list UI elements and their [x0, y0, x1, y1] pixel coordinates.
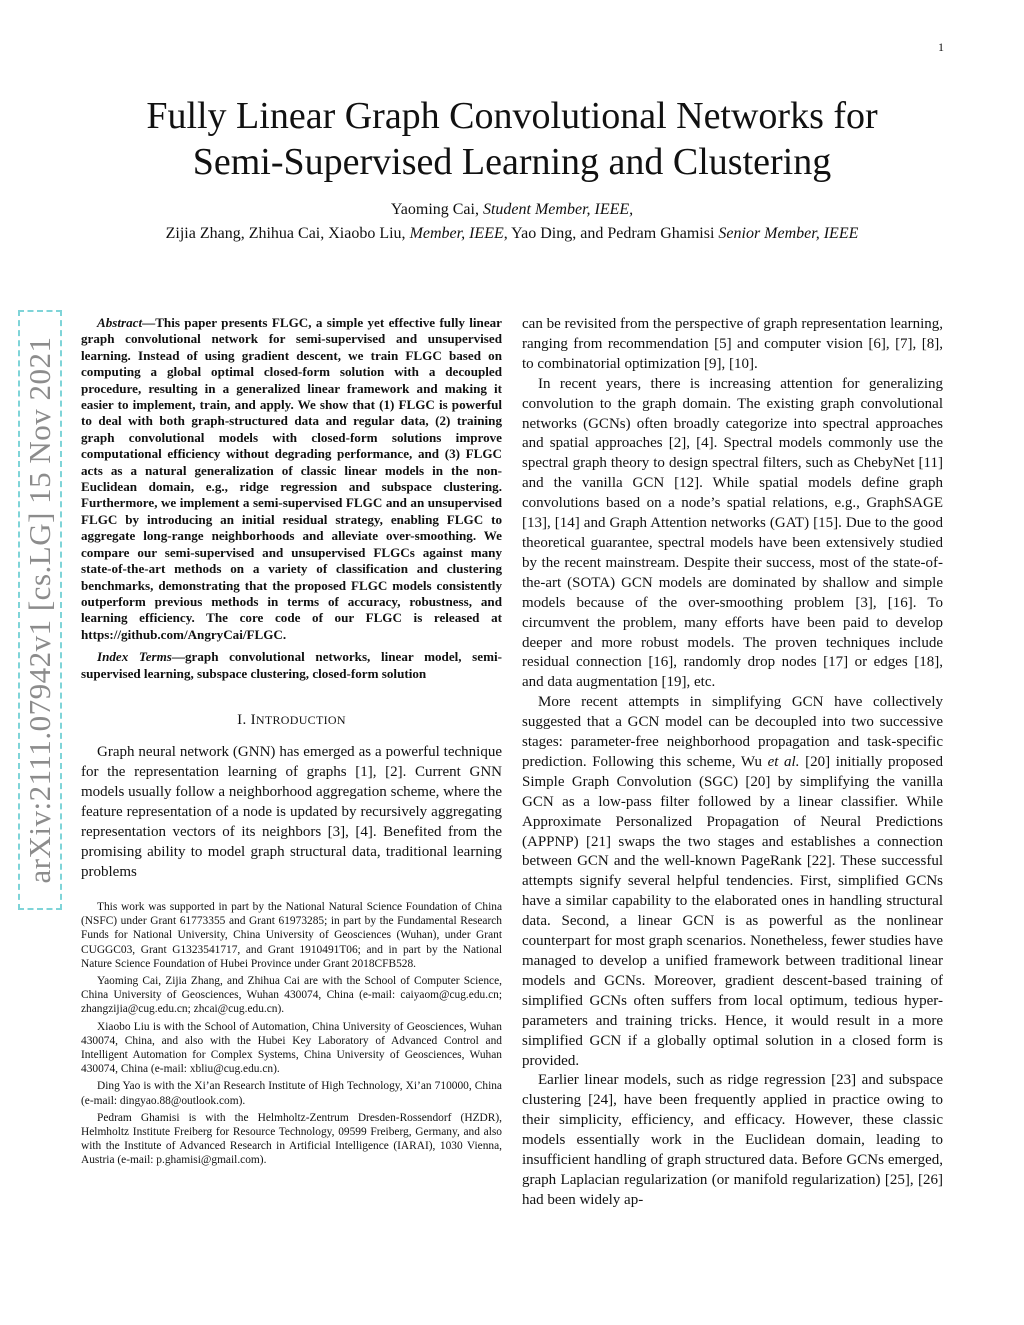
arxiv-stamp — [18, 310, 62, 910]
index-terms — [81, 649, 502, 682]
right-paragraph-3 — [522, 693, 943, 1071]
abstract-head: Abstract — [97, 315, 143, 330]
section-numeral: I. — [237, 711, 251, 728]
right-paragraph-2: In recent years, there is increasing attention for generalizing convolution to the graph domain. The existing graph convolutional networks (GCNs) often broadly categorize into spectral approaches and spatial approaches [2], [4]. Spectral models commonly use the spectral graph theory to design spectral filters, such as ChebyNet [11] and the vanilla GCN [12]. While spatial models define graph convolutions based on a node’s spatial relations, e.g., GraphSAGE [13], [14] and Graph Attention networks (GAT) [15]. Due to the good theoretical guarantee, spectral models have been extensively studied by the recent mainstream. Despite their success, most of the state-of-the-art (SOTA) GCN models are dominated by shallow and simple models because of the over-smoothing problem [3], [16]. To circumvent the problem, many efforts have been paid to develop deeper and more robust models. The proven techniques include residual connection [16], randomly drop nodes [17] or edges [18], and data augmentation [19], etc. — [522, 375, 943, 691]
et-al: et al. — [767, 753, 800, 770]
footnote-affiliation-ding: Ding Yao is with the Xi’an Research Institute of High Technology, Xi’an 710000, China (e-mail: dingyao.88@outlook.com). — [81, 1080, 502, 1107]
right-column — [522, 315, 943, 1211]
author-role-3: Senior Member, IEEE — [718, 225, 859, 242]
footnote-affiliation-liu: Xiaobo Liu is with the School of Automation, China University of Geosciences, Wuhan 430074, China, and also with the Hubei Key Laboratory of Advanced Control and Intelligent Automation for Complex Systems, China University of Geosciences, Wuhan 430074, China (e-mail: xbliu@cug.edu.cn). — [81, 1020, 502, 1076]
index-terms-head: Index Terms — [97, 649, 172, 665]
author-block — [80, 198, 944, 246]
abstract-text: —This paper presents FLGC, a simple yet effective fully linear graph convolutional network for semi-supervised and unsupervised learning. Instead of using gradient descent, we train FLGC based on computing a global optimal closed-form solution with a decoupled procedure, resulting in a generalized linear framework and making it easier to implement, train, and apply. We show that (1) FLGC is powerful to deal with both graph-structured data and regular data, (2) training graph convolutional models with closed-form solutions improve computational efficiency without degrading performance, and (3) FLGC acts as a natural generalization of classic linear models in the non-Euclidean domain, e.g., ridge regression and subspace clustering. Furthermore, we implement a semi-supervised FLGC and an unsupervised FLGC by introducing an initial residual strategy, enabling FLGC to aggregate long-range neighborhoods and alleviate over-smoothing. We compare our semi-supervised and unsupervised FLGCs against many state-of-the-art methods on a variety of classification and clustering benchmarks, demonstrating that the proposed FLGC models consistently outperform previous methods in terms of accuracy, robustness, and learning efficiency. The core code of our FLGC is released at https://github.com/AngryCai/FLGC. — [81, 315, 502, 642]
arxiv-stamp-text: arXiv:2111.07942v1 [cs.LG] 15 Nov 2021 — [22, 336, 57, 884]
footnote-affiliation-ghamisi: Pedram Ghamisi is with the Helmholtz-Zentrum Dresden-Rossendorf (HZDR), Helmholtz Institute Freiberg for Resource Technology, 09599 Freiberg, Germany, and also with the Institute of Advanced Research in Artificial Intelligence (IARAI), 1030 Vienna, Austria (e-mail: p.ghamisi@gmail.com). — [81, 1111, 502, 1167]
footnote-funding: This work was supported in part by the National Natural Science Foundation of China (NSFC) under Grant 61773355 and Grant 61973285; in part by the Fundamental Research Funds for National University, China University of Geosciences (Wuhan), under Grant CUGGC03, Grant G1323541717, and Grant 1910491T06; and in part by the National Nature Science Foundation of Hubei Province under Grant 2018CFB528. — [81, 900, 502, 970]
paper-title — [80, 93, 944, 185]
right-paragraph-1: can be revisited from the perspective of graph representation learning, ranging from recommendation [5] and computer vision [6], [7], [8], to combinatorial optimization [9], [10]. — [522, 316, 943, 372]
author-names-2: Zijia Zhang, Zhihua Cai, Xiaobo Liu, — [165, 225, 410, 242]
author-line-1 — [80, 198, 944, 222]
author-line-2 — [80, 222, 944, 246]
section-title-rest: NTRODUCTION — [255, 712, 346, 727]
abstract — [81, 315, 502, 643]
right-paragraph-3-after: [20] initially proposed Simple Graph Convolution (SGC) [20] by simplifying the vanilla GCN as a low-pass filter followed by a linear classifier. While Approximate Personalized Propagation of Neural Predictions (APPNP) [21] swaps the two stages and establishes a connection between GCN and the well-known PageRank [22]. These successful attempts signify several helpful tendencies. First, simplified GCNs have a similar capability to the elaborated ones in handling structural data. Second, a linear GCN is as powerful as the nonlinear counterpart for most graph scenarios. Nonetheless, fewer studies have managed to develop a unified framework between traditional linear models and GCNs. Moreover, gradient descent-based training of simplified GCNs often suffers from local optimum, tedious hyper-parameters and training tricks. Hence, it would result in a more simplified GCN if a globally optimal solution in a closed form is provided. — [522, 753, 943, 1069]
right-paragraph-3-before: More recent attempts in simplifying GCN have collectively suggested that a GCN model can be decoupled into two successive stages: parameter-free neighborhood propagation and task-specific prediction. Following this scheme, Wu — [522, 694, 943, 770]
index-terms-text: —graph convolutional networks, linear model, semi-supervised learning, subspace clustering, closed-form solution — [81, 649, 502, 681]
footnotes — [81, 900, 502, 1168]
author-name-1: Yaoming Cai, — [390, 201, 483, 218]
author-role-2: Member, IEEE — [409, 225, 504, 242]
footnote-affiliation-cai: Yaoming Cai, Zijia Zhang, and Zhihua Cai are with the School of Computer Science, China University of Geosciences, Wuhan 430074, China (e-mail: caiyaom@cug.edu.cn; zhangzijia@cug.edu.cn; zhcai@cug.edu.cn). — [81, 974, 502, 1016]
title-line-1: Fully Linear Graph Convolutional Networks for — [146, 95, 878, 137]
page-number: 1 — [938, 40, 944, 54]
section-title-first: I — [250, 711, 256, 728]
author-role-1: Student Member, IEEE, — [482, 201, 634, 218]
right-paragraph-4: Earlier linear models, such as ridge regression [23] and subspace clustering [24], have been frequently applied in practice owing to their simplicity, efficiency, and efficacy. However, these classic models essentially work in the Euclidean domain, leading to insufficient handling of graph structured data. Before GCNs emerged, graph Laplacian regularization (or manifold regularization) [25], [26] had been widely ap- — [522, 1072, 943, 1208]
title-line-2: Semi-Supervised Learning and Clustering — [192, 141, 832, 183]
section-heading-introduction — [81, 710, 502, 730]
left-column — [81, 315, 502, 1171]
author-names-3: , Yao Ding, and Pedram Ghamisi — [503, 225, 719, 242]
intro-paragraph: Graph neural network (GNN) has emerged as a powerful technique for the representation learning of graphs [1], [2]. Current GNN models usually follow a neighborhood aggregation scheme, where the feature representation of a node is updated by recursively aggregating representation vectors of its neighbors [3], [4]. Benefited from the promising ability to model graph structural data, traditional learning problems — [81, 743, 502, 880]
